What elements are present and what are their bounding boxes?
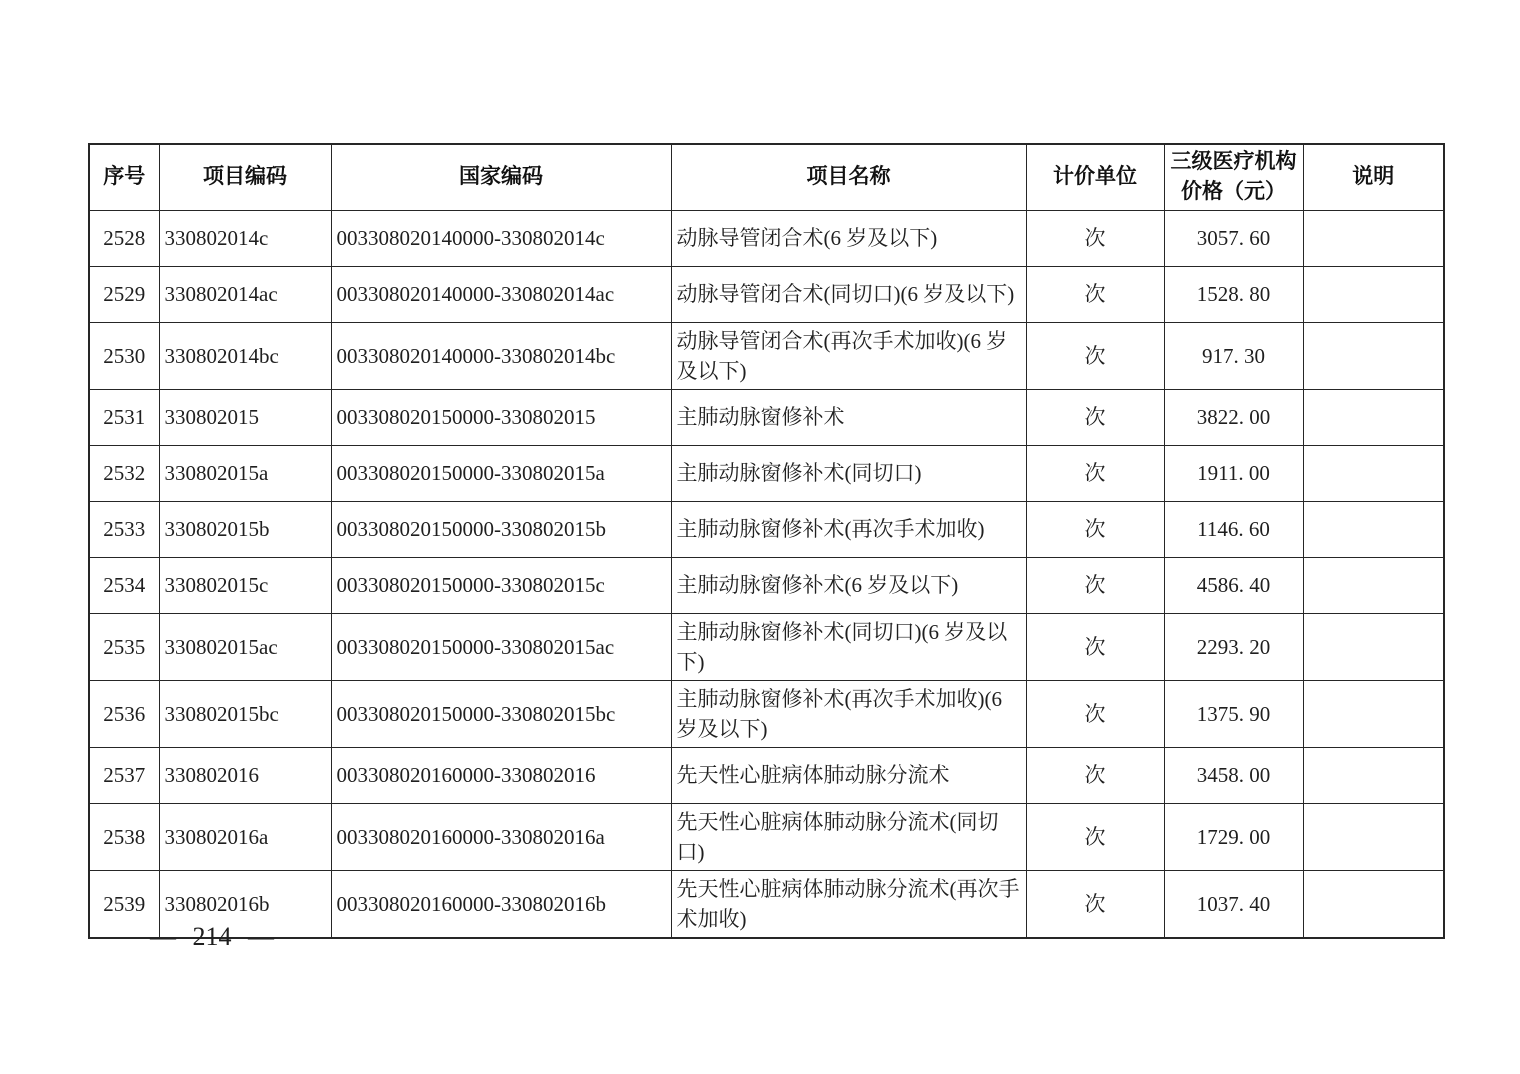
cell-national_code: 003308020160000-330802016b bbox=[331, 870, 671, 938]
cell-national_code: 003308020160000-330802016 bbox=[331, 747, 671, 803]
cell-national_code: 003308020150000-330802015b bbox=[331, 501, 671, 557]
cell-code: 330802014c bbox=[159, 210, 331, 266]
cell-price: 3057. 60 bbox=[1164, 210, 1303, 266]
cell-code: 330802014bc bbox=[159, 322, 331, 389]
column-header-unit: 计价单位 bbox=[1026, 144, 1164, 210]
cell-national_code: 003308020150000-330802015a bbox=[331, 445, 671, 501]
column-header-code: 项目编码 bbox=[159, 144, 331, 210]
cell-unit: 次 bbox=[1026, 501, 1164, 557]
cell-name: 先天性心脏病体肺动脉分流术(再次手术加收) bbox=[671, 870, 1026, 938]
cell-price: 1146. 60 bbox=[1164, 501, 1303, 557]
cell-seq: 2531 bbox=[89, 389, 159, 445]
cell-name: 主肺动脉窗修补术 bbox=[671, 389, 1026, 445]
cell-note bbox=[1303, 210, 1444, 266]
cell-unit: 次 bbox=[1026, 870, 1164, 938]
table-row bbox=[89, 266, 1444, 322]
cell-note bbox=[1303, 747, 1444, 803]
cell-name: 动脉导管闭合术(再次手术加收)(6 岁及以下) bbox=[671, 322, 1026, 389]
cell-code: 330802014ac bbox=[159, 266, 331, 322]
cell-seq: 2538 bbox=[89, 803, 159, 870]
cell-name: 主肺动脉窗修补术(6 岁及以下) bbox=[671, 557, 1026, 613]
cell-national_code: 003308020150000-330802015bc bbox=[331, 680, 671, 747]
cell-seq: 2534 bbox=[89, 557, 159, 613]
cell-note bbox=[1303, 803, 1444, 870]
cell-seq: 2529 bbox=[89, 266, 159, 322]
cell-note bbox=[1303, 501, 1444, 557]
table-row bbox=[89, 870, 1444, 938]
cell-unit: 次 bbox=[1026, 445, 1164, 501]
cell-national_code: 003308020140000-330802014bc bbox=[331, 322, 671, 389]
cell-note bbox=[1303, 557, 1444, 613]
column-header-seq: 序号 bbox=[89, 144, 159, 210]
cell-note bbox=[1303, 613, 1444, 680]
cell-name: 主肺动脉窗修补术(再次手术加收) bbox=[671, 501, 1026, 557]
table-body bbox=[89, 210, 1444, 938]
cell-price: 1375. 90 bbox=[1164, 680, 1303, 747]
cell-seq: 2537 bbox=[89, 747, 159, 803]
medical-price-table bbox=[88, 143, 1445, 939]
column-header-name: 项目名称 bbox=[671, 144, 1026, 210]
table-row bbox=[89, 501, 1444, 557]
cell-note bbox=[1303, 680, 1444, 747]
cell-price: 3822. 00 bbox=[1164, 389, 1303, 445]
cell-unit: 次 bbox=[1026, 557, 1164, 613]
cell-unit: 次 bbox=[1026, 389, 1164, 445]
cell-seq: 2536 bbox=[89, 680, 159, 747]
cell-note bbox=[1303, 322, 1444, 389]
cell-national_code: 003308020140000-330802014c bbox=[331, 210, 671, 266]
cell-unit: 次 bbox=[1026, 747, 1164, 803]
cell-national_code: 003308020150000-330802015ac bbox=[331, 613, 671, 680]
cell-code: 330802016a bbox=[159, 803, 331, 870]
cell-name: 主肺动脉窗修补术(同切口) bbox=[671, 445, 1026, 501]
table-row bbox=[89, 613, 1444, 680]
cell-note bbox=[1303, 870, 1444, 938]
table-row bbox=[89, 747, 1444, 803]
table-row bbox=[89, 322, 1444, 389]
column-header-note: 说明 bbox=[1303, 144, 1444, 210]
cell-name: 主肺动脉窗修补术(同切口)(6 岁及以下) bbox=[671, 613, 1026, 680]
column-header-price: 三级医疗机构价格（元） bbox=[1164, 144, 1303, 210]
cell-national_code: 003308020150000-330802015 bbox=[331, 389, 671, 445]
cell-unit: 次 bbox=[1026, 210, 1164, 266]
cell-note bbox=[1303, 445, 1444, 501]
cell-unit: 次 bbox=[1026, 266, 1164, 322]
cell-price: 2293. 20 bbox=[1164, 613, 1303, 680]
page-number: — 214 — bbox=[150, 922, 274, 951]
cell-seq: 2530 bbox=[89, 322, 159, 389]
cell-code: 330802015ac bbox=[159, 613, 331, 680]
cell-price: 1911. 00 bbox=[1164, 445, 1303, 501]
cell-unit: 次 bbox=[1026, 613, 1164, 680]
cell-national_code: 003308020140000-330802014ac bbox=[331, 266, 671, 322]
cell-seq: 2528 bbox=[89, 210, 159, 266]
cell-code: 330802015a bbox=[159, 445, 331, 501]
cell-price: 4586. 40 bbox=[1164, 557, 1303, 613]
cell-name: 主肺动脉窗修补术(再次手术加收)(6 岁及以下) bbox=[671, 680, 1026, 747]
cell-code: 330802015bc bbox=[159, 680, 331, 747]
cell-seq: 2532 bbox=[89, 445, 159, 501]
cell-code: 330802015b bbox=[159, 501, 331, 557]
table-row bbox=[89, 210, 1444, 266]
cell-price: 1037. 40 bbox=[1164, 870, 1303, 938]
cell-price: 917. 30 bbox=[1164, 322, 1303, 389]
cell-code: 330802016 bbox=[159, 747, 331, 803]
table-row bbox=[89, 389, 1444, 445]
cell-name: 动脉导管闭合术(6 岁及以下) bbox=[671, 210, 1026, 266]
table-row bbox=[89, 680, 1444, 747]
header-row bbox=[89, 144, 1444, 210]
cell-price: 3458. 00 bbox=[1164, 747, 1303, 803]
table-header bbox=[89, 144, 1444, 210]
cell-seq: 2539 bbox=[89, 870, 159, 938]
table-row bbox=[89, 557, 1444, 613]
cell-name: 先天性心脏病体肺动脉分流术(同切口) bbox=[671, 803, 1026, 870]
table-row bbox=[89, 803, 1444, 870]
cell-price: 1729. 00 bbox=[1164, 803, 1303, 870]
cell-code: 330802015c bbox=[159, 557, 331, 613]
cell-note bbox=[1303, 389, 1444, 445]
cell-price: 1528. 80 bbox=[1164, 266, 1303, 322]
cell-national_code: 003308020160000-330802016a bbox=[331, 803, 671, 870]
cell-unit: 次 bbox=[1026, 322, 1164, 389]
cell-seq: 2533 bbox=[89, 501, 159, 557]
cell-national_code: 003308020150000-330802015c bbox=[331, 557, 671, 613]
cell-code: 330802016b bbox=[159, 870, 331, 938]
table-row bbox=[89, 445, 1444, 501]
cell-seq: 2535 bbox=[89, 613, 159, 680]
cell-name: 动脉导管闭合术(同切口)(6 岁及以下) bbox=[671, 266, 1026, 322]
column-header-national_code: 国家编码 bbox=[331, 144, 671, 210]
cell-code: 330802015 bbox=[159, 389, 331, 445]
cell-name: 先天性心脏病体肺动脉分流术 bbox=[671, 747, 1026, 803]
cell-unit: 次 bbox=[1026, 803, 1164, 870]
cell-unit: 次 bbox=[1026, 680, 1164, 747]
cell-note bbox=[1303, 266, 1444, 322]
